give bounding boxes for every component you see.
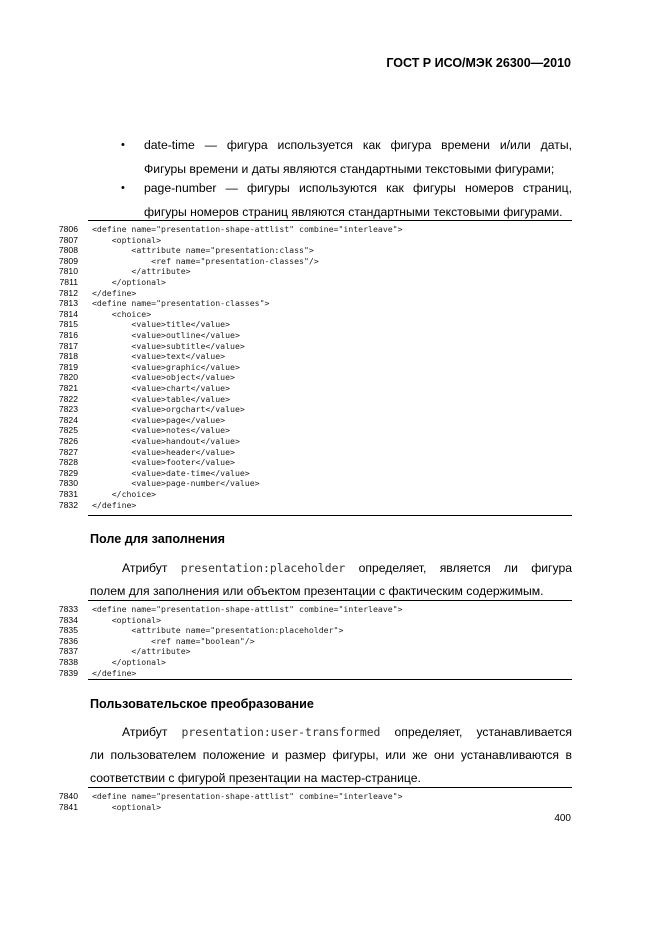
code-line <box>0 372 661 383</box>
code-term: presentation:user-transformed <box>181 725 381 739</box>
bullet-marker: • <box>121 182 125 194</box>
line-number: 7836 <box>58 635 78 646</box>
code-text: <value>title</value> <box>92 319 231 330</box>
code-line <box>0 319 661 330</box>
code-line <box>0 447 661 458</box>
bullet-marker: • <box>121 139 125 151</box>
code-line <box>0 457 661 468</box>
code-text: <value>table</value> <box>92 393 231 404</box>
line-number: 7812 <box>58 287 78 298</box>
code-rule-bottom <box>88 679 572 680</box>
line-number: 7828 <box>58 457 78 468</box>
code-line <box>0 351 661 362</box>
code-rule-top <box>88 600 572 601</box>
code-line <box>0 288 661 299</box>
line-number: 7838 <box>58 657 78 667</box>
code-text: <optional> <box>92 801 162 812</box>
code-text: <value>orgchart</value> <box>92 404 245 415</box>
paragraph-text: определяет, устанавливается <box>380 725 572 739</box>
code-line <box>0 224 661 235</box>
code-text: <attribute name="presentation:placeholder"> <box>92 625 344 636</box>
line-number: 7820 <box>58 372 78 383</box>
code-line <box>0 330 661 341</box>
code-text: <ref name="boolean"/> <box>92 635 255 646</box>
line-number: 7821 <box>58 383 78 393</box>
code-line <box>0 636 661 647</box>
code-line <box>0 604 661 615</box>
paragraph-line: соответствии с фигурой презентации на мастер-странице. <box>90 771 421 785</box>
code-text: <value>object</value> <box>92 372 235 383</box>
code-text: <value>handout</value> <box>92 436 240 446</box>
code-term: date-time <box>144 138 195 152</box>
line-number: 7837 <box>58 646 78 657</box>
section-heading: Пользовательское преобразование <box>90 697 314 711</box>
paragraph-line: полем для заполнения или объектом презентации с фактическим содержимым. <box>90 584 544 598</box>
code-text: <value>outline</value> <box>92 330 240 340</box>
paragraph-text: определяет, является ли фигура <box>345 561 572 575</box>
code-text: <define name="presentation-shape-attlist" combine="interleave"> <box>92 791 403 801</box>
line-number: 7841 <box>58 801 78 812</box>
line-number: 7830 <box>58 478 78 489</box>
line-number: 7816 <box>58 330 78 340</box>
line-number: 7840 <box>58 791 78 801</box>
paragraph-text: Атрибут <box>122 725 182 739</box>
line-number: 7806 <box>58 224 78 234</box>
code-text: <attribute name="presentation:class"> <box>92 245 314 256</box>
code-line <box>0 646 661 657</box>
list-item-line <box>144 181 572 195</box>
line-number: 7809 <box>58 255 78 266</box>
code-text: <choice> <box>92 308 152 319</box>
line-number: 7829 <box>58 467 78 478</box>
section-heading: Поле для заполнения <box>90 532 226 546</box>
code-line <box>0 383 661 394</box>
code-text: <value>date-time</value> <box>92 467 250 478</box>
code-rule-top <box>88 220 572 221</box>
code-text: <value>header</value> <box>92 446 235 457</box>
code-line <box>0 625 661 636</box>
code-text: </define> <box>92 499 137 510</box>
code-text: </attribute> <box>92 646 191 657</box>
document-header: ГОСТ Р ИСО/МЭК 26300—2010 <box>386 56 571 70</box>
code-text: <define name="presentation-shape-attlist" combine="interleave"> <box>92 604 403 614</box>
code-line <box>0 256 661 267</box>
code-term: page-number <box>144 181 217 195</box>
line-number: 7824 <box>58 414 78 425</box>
code-line <box>0 791 661 802</box>
code-text: <value>footer</value> <box>92 457 235 468</box>
line-number: 7813 <box>58 298 78 309</box>
code-rule-top <box>88 787 572 788</box>
line-number: 7814 <box>58 308 78 319</box>
code-line <box>0 277 661 288</box>
list-item-text: — фигура используется как фигура времени и/или даты, <box>204 138 573 152</box>
list-item-line <box>144 138 572 152</box>
line-number: 7833 <box>58 604 78 614</box>
code-text: <value>subtitle</value> <box>92 340 245 351</box>
code-line <box>0 415 661 426</box>
paragraph-line <box>122 561 572 575</box>
code-text: </define> <box>92 667 137 678</box>
line-number: 7810 <box>58 266 78 277</box>
code-line <box>0 468 661 479</box>
line-number: 7811 <box>59 277 78 287</box>
code-rule-bottom <box>88 515 572 516</box>
code-text: <value>notes</value> <box>92 425 231 436</box>
code-text: </optional> <box>92 657 166 667</box>
code-text: <ref name="presentation-classes"/> <box>92 255 319 266</box>
line-number: 7817 <box>58 340 78 351</box>
line-number: 7815 <box>58 319 78 330</box>
code-line <box>0 341 661 352</box>
line-number: 7826 <box>58 436 78 446</box>
line-number: 7839 <box>58 667 78 678</box>
list-item-line: фигуры номеров страниц являются стандартными текстовыми фигурами. <box>144 205 563 219</box>
line-number: 7825 <box>58 425 78 436</box>
code-line <box>0 436 661 447</box>
code-line <box>0 478 661 489</box>
paragraph-text: Атрибут <box>122 561 181 575</box>
line-number: 7834 <box>58 614 78 625</box>
code-line <box>0 245 661 256</box>
code-line <box>0 425 661 436</box>
code-line <box>0 668 661 679</box>
line-number: 7832 <box>58 499 78 510</box>
code-text: </attribute> <box>92 266 191 277</box>
code-text: <define name="presentation-shape-attlist" combine="interleave"> <box>92 224 403 234</box>
line-number: 7822 <box>58 393 78 404</box>
code-line <box>0 298 661 309</box>
code-text: </optional> <box>92 277 166 287</box>
code-line <box>0 266 661 277</box>
code-line <box>0 657 661 668</box>
code-line <box>0 489 661 500</box>
code-text: <value>chart</value> <box>92 383 231 393</box>
page-number: 400 <box>554 813 571 824</box>
code-line <box>0 500 661 511</box>
line-number: 7835 <box>58 625 78 636</box>
code-text: <value>graphic</value> <box>92 361 240 372</box>
code-text: </choice> <box>92 489 157 499</box>
list-item-line: Фигуры времени и даты являются стандартными текстовыми фигурами; <box>144 162 555 176</box>
line-number: 7807 <box>58 234 78 245</box>
line-number: 7819 <box>58 361 78 372</box>
code-line <box>0 802 661 813</box>
list-item-text: — фигуры используются как фигуры номеров страниц, <box>225 181 572 195</box>
code-text: <define name="presentation-classes"> <box>92 298 270 309</box>
line-number: 7808 <box>58 245 78 256</box>
code-line <box>0 394 661 405</box>
code-text: <optional> <box>92 234 162 245</box>
code-line <box>0 362 661 373</box>
code-line <box>0 404 661 415</box>
line-number: 7827 <box>58 446 78 457</box>
code-term: presentation:placeholder <box>180 561 346 575</box>
line-number: 7831 <box>58 489 78 499</box>
code-line <box>0 235 661 246</box>
code-text: <optional> <box>92 614 162 625</box>
code-text: </define> <box>92 287 137 298</box>
paragraph-line: ли пользователем положение и размер фигуры, или же они устанавливаются в <box>90 748 572 762</box>
code-line <box>0 309 661 320</box>
line-number: 7823 <box>58 404 78 415</box>
line-number: 7818 <box>58 351 78 362</box>
code-line <box>0 615 661 626</box>
code-text: <value>page-number</value> <box>92 478 260 489</box>
paragraph-line <box>122 725 572 739</box>
code-text: <value>page</value> <box>92 414 226 425</box>
code-text: <value>text</value> <box>92 351 226 362</box>
